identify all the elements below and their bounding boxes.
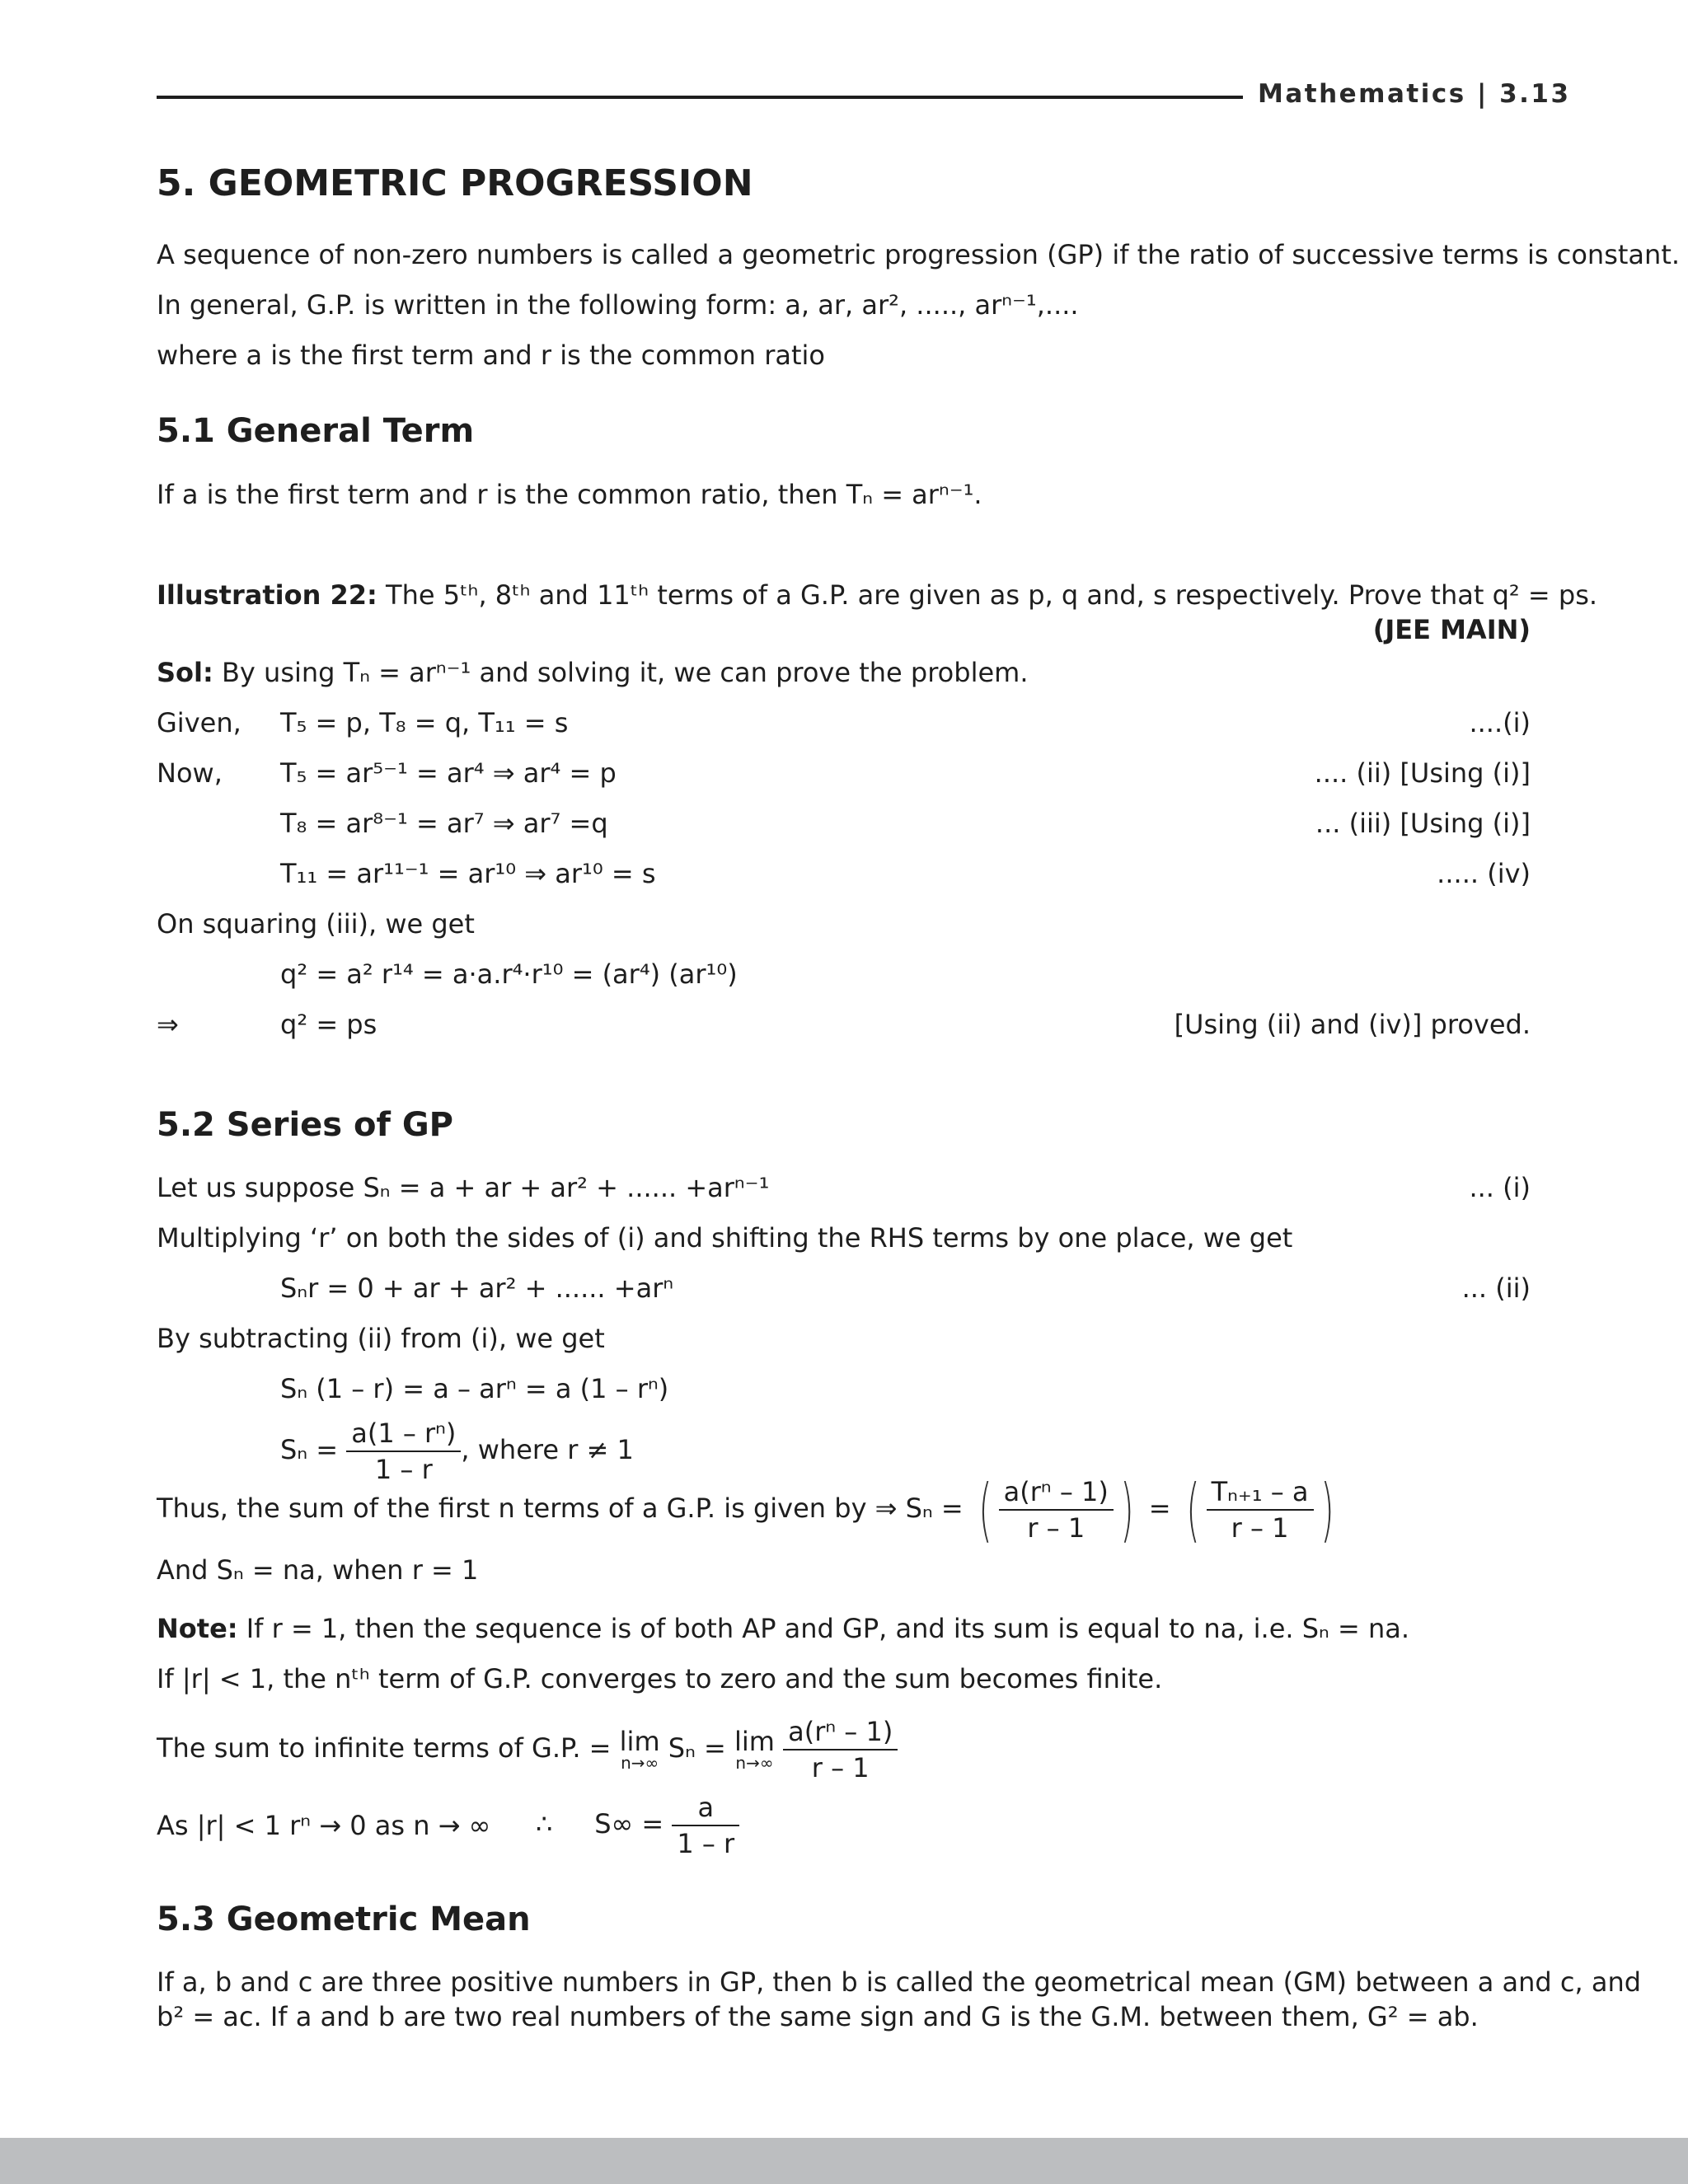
running-header: Mathematics | 3.13 <box>1258 79 1571 109</box>
equation-t11-ref: ..... (iv) <box>1437 858 1531 889</box>
s-infinity-fraction <box>672 1792 739 1859</box>
series-line-11: As |r| < 1 rⁿ → 0 as n → ∞ <box>157 1810 491 1841</box>
s5-paragraph-3: where a is the first term and r is the common ratio <box>157 340 825 371</box>
section-5-2-title: 5.2 Series of GP <box>157 1106 453 1144</box>
sum-equals: = <box>1148 1493 1171 1524</box>
header-rule <box>157 96 1243 99</box>
equation-t8: T₈ = ar⁸⁻¹ = ar⁷ ⇒ ar⁷ =q <box>280 808 608 839</box>
note-text: If r = 1, then the sequence is of both AP and GP, and its sum is equal to na, i.e. Sₙ = na. <box>246 1613 1410 1644</box>
infinite-sum-text: The sum to infinite terms of G.P. = <box>157 1732 612 1764</box>
sum-fraction-1 <box>999 1476 1114 1544</box>
infinite-sum-denominator: r – 1 <box>811 1752 870 1783</box>
sn-lhs: Sₙ = <box>280 1434 339 1465</box>
equation-t5-ref: .... (ii) [Using (i)] <box>1314 757 1531 789</box>
note <box>157 1613 1409 1644</box>
footer-bar <box>0 2138 1688 2184</box>
equation-q-squared: q² = a² r¹⁴ = a·a.r⁴·r¹⁰ = (ar⁴) (ar¹⁰) <box>280 958 738 990</box>
s53-paragraph-1: If a, b and c are three positive numbers in GP, then b is called the geometrical mean (GM) between a and c, and <box>157 1966 1642 1998</box>
sum-denominator-2: r – 1 <box>1231 1512 1289 1544</box>
infinite-sum-fraction <box>783 1716 898 1783</box>
s51-paragraph: If a is the first term and r is the common ratio, then Tₙ = arⁿ⁻¹. <box>157 479 982 510</box>
limit-2-word: lim <box>734 1726 775 1757</box>
illustration-text: The 5ᵗʰ, 8ᵗʰ and 11ᵗʰ terms of a G.P. are given as p, q and, s respectively. Prove that q² = ps. <box>386 579 1598 611</box>
equation-t11: T₁₁ = ar¹¹⁻¹ = ar¹⁰ ⇒ ar¹⁰ = s <box>280 858 656 889</box>
equation-t5: T₅ = ar⁵⁻¹ = ar⁴ ⇒ ar⁴ = p <box>280 757 617 789</box>
equation-result: q² = ps <box>280 1009 377 1040</box>
therefore-symbol: ∴ <box>536 1808 553 1840</box>
note-label: Note: <box>157 1613 238 1644</box>
series-line-3: Sₙr = 0 + ar + ar² + ...... +arⁿ <box>280 1272 674 1304</box>
sn-condition: , where r ≠ 1 <box>461 1434 634 1465</box>
sn-numerator: a(1 – rⁿ) <box>346 1418 461 1452</box>
sn-denominator: 1 – r <box>374 1454 433 1485</box>
infinite-sum-mid: Sₙ = <box>668 1732 726 1764</box>
sum-formula-line: Thus, the sum of the first n terms of a G.P. is given by ⇒ Sₙ = ( $\frac{\text{a(rⁿ – 1)}}{r - 1}$ ) = ( $\frac{\text{Tₙ₊₁ – a}}{r - 1}$ ) <box>157 1469 1334 1550</box>
given-equation: T₅ = p, T₈ = q, T₁₁ = s <box>280 707 569 738</box>
s-infinity-numerator: a <box>672 1792 739 1826</box>
s-infinity-lhs: S∞ = <box>594 1808 664 1840</box>
sum-numerator-2: Tₙ₊₁ – a <box>1207 1476 1314 1511</box>
limit-1 <box>620 1728 660 1771</box>
s5-paragraph-1: A sequence of non-zero numbers is called a geometric progression (GP) if the ratio of successive terms is constant. <box>157 239 1681 270</box>
solution-text: By using Tₙ = arⁿ⁻¹ and solving it, we can prove the problem. <box>221 657 1029 688</box>
exam-tag: (JEE MAIN) <box>1372 614 1531 645</box>
series-line-8: And Sₙ = na, when r = 1 <box>157 1554 479 1586</box>
sum-denominator-1: r – 1 <box>1027 1512 1085 1544</box>
series-line-1: Let us suppose Sₙ = a + ar + ar² + ...... +arⁿ⁻¹ <box>157 1172 770 1203</box>
sum-fraction-2 <box>1207 1476 1314 1544</box>
limit-2 <box>734 1728 775 1771</box>
infinite-sum-line <box>157 1716 898 1783</box>
series-line-1-ref: ... (i) <box>1469 1172 1531 1203</box>
illustration-label: Illustration 22: <box>157 579 377 611</box>
limit-1-sub: n→∞ <box>621 1753 659 1773</box>
infinite-sum-numerator: a(rⁿ – 1) <box>783 1716 898 1750</box>
section-5-3-title: 5.3 Geometric Mean <box>157 1900 531 1938</box>
limit-1-word: lim <box>619 1726 660 1757</box>
sum-formula-text: Thus, the sum of the first n terms of a G.P. is given by ⇒ Sₙ = <box>157 1493 964 1524</box>
solution-label: Sol: <box>157 657 213 688</box>
section-5-1-title: 5.1 General Term <box>157 412 475 450</box>
s-infinity-formula <box>536 1792 739 1859</box>
equation-t8-ref: ... (iii) [Using (i)] <box>1315 808 1531 839</box>
s5-paragraph-2: In general, G.P. is written in the following form: a, ar, ar², ....., arⁿ⁻¹,.... <box>157 289 1079 321</box>
now-label: Now, <box>157 757 223 789</box>
given-ref: ....(i) <box>1469 707 1531 738</box>
equation-result-ref: [Using (ii) and (iv)] proved. <box>1174 1009 1531 1040</box>
illustration-22 <box>157 579 1597 611</box>
series-line-4: By subtracting (ii) from (i), we get <box>157 1323 605 1354</box>
solution-intro <box>157 657 1028 688</box>
series-line-2: Multiplying ‘r’ on both the sides of (i) and shifting the RHS terms by one place, we get <box>157 1222 1293 1254</box>
s53-paragraph-2: b² = ac. If a and b are two real numbers of the same sign and G is the G.M. between them, G² = ab. <box>157 2001 1479 2032</box>
series-line-3-ref: ... (ii) <box>1461 1272 1531 1304</box>
limit-2-sub: n→∞ <box>735 1753 774 1773</box>
series-line-9: If |r| < 1, the nᵗʰ term of G.P. converges to zero and the sum becomes finite. <box>157 1663 1163 1694</box>
implies-symbol: ⇒ <box>157 1009 179 1040</box>
given-label: Given, <box>157 707 241 738</box>
series-line-5: Sₙ (1 – r) = a – arⁿ = a (1 – rⁿ) <box>280 1373 669 1404</box>
sum-numerator-1: a(rⁿ – 1) <box>999 1476 1114 1511</box>
section-5-title: 5. GEOMETRIC PROGRESSION <box>157 162 753 204</box>
s-infinity-denominator: 1 – r <box>677 1828 735 1859</box>
squaring-text: On squaring (iii), we get <box>157 908 475 940</box>
